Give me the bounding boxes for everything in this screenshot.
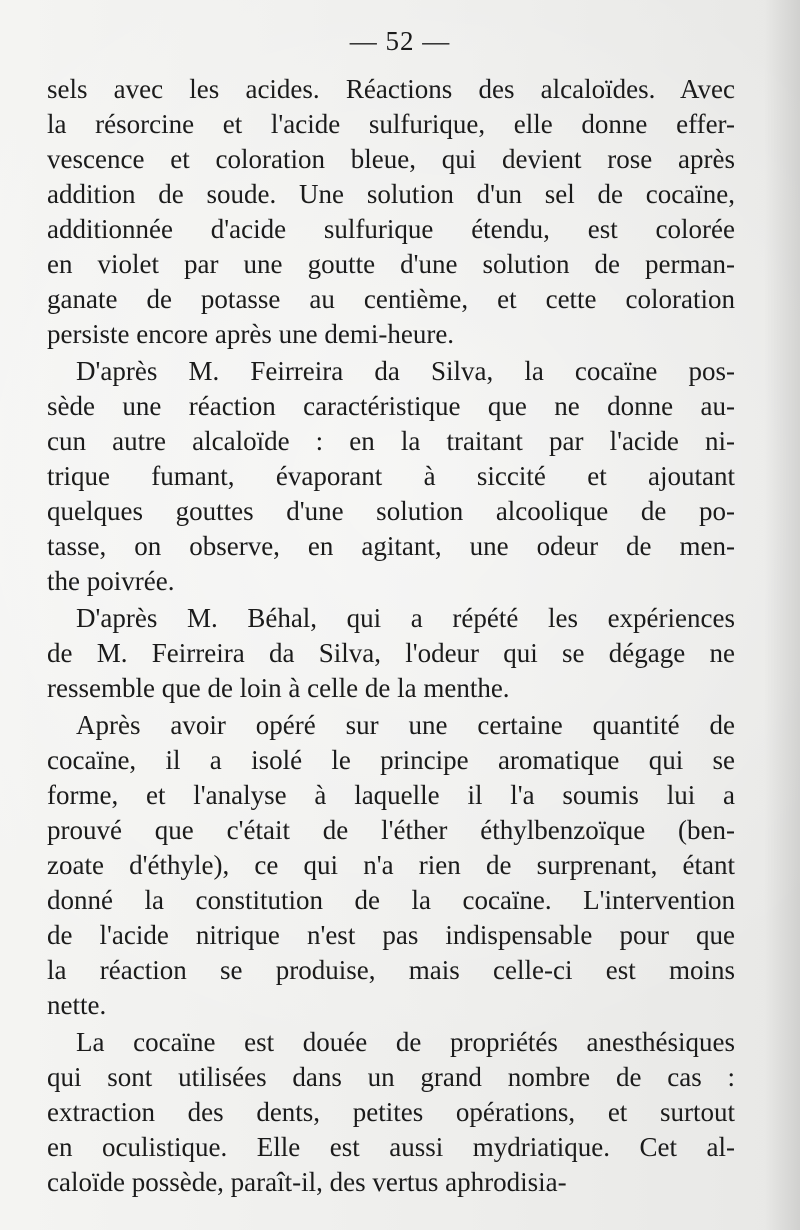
text-line: extraction des dents, petites opérations, et surtout xyxy=(47,1097,735,1127)
text-line: sels avec les acides. Réactions des alcaloïdes. Avec xyxy=(47,74,735,104)
text-line: vescence et coloration bleue, qui devient rose après xyxy=(47,144,735,174)
text-line: en violet par une goutte d'une solution de perman- xyxy=(47,249,735,279)
text-line: caloïde possède, paraît-il, des vertus aphrodisia- xyxy=(47,1167,567,1197)
text-line: trique fumant, évaporant à siccité et ajoutant xyxy=(47,461,735,491)
text-line: la résorcine et l'acide sulfurique, elle donne effer- xyxy=(47,109,735,139)
paragraph-5 xyxy=(47,1025,735,1200)
text-line: additionnée d'acide sulfurique étendu, est colorée xyxy=(47,214,735,244)
text-line: zoate d'éthyle), ce qui n'a rien de surprenant, étant xyxy=(47,850,735,880)
text-line: qui sont utilisées dans un grand nombre de cas : xyxy=(47,1062,735,1092)
text-line: de M. Feirreira da Silva, l'odeur qui se dégage ne xyxy=(47,638,735,668)
text-line: cun autre alcaloïde : en la traitant par l'acide ni- xyxy=(47,426,735,456)
text-line: tasse, on observe, en agitant, une odeur de men- xyxy=(47,531,735,561)
text-line: the poivrée. xyxy=(47,566,175,596)
page-number: — 52 — xyxy=(349,26,451,56)
text-line: en oculistique. Elle est aussi mydriatique. Cet al- xyxy=(47,1132,735,1162)
paragraph-1 xyxy=(47,72,735,352)
text-line: D'après M. Béhal, qui a répété les expériences xyxy=(76,603,735,633)
text-line: D'après M. Feirreira da Silva, la cocaïne pos- xyxy=(76,356,735,386)
text-line: la réaction se produise, mais celle-ci est moins xyxy=(47,955,735,985)
text-line: de l'acide nitrique n'est pas indispensable pour que xyxy=(47,920,735,950)
text-line: prouvé que c'était de l'éther éthylbenzoïque (ben- xyxy=(47,815,735,845)
text-line: Après avoir opéré sur une certaine quantité de xyxy=(76,710,735,740)
page-edge-shadow xyxy=(764,0,800,1230)
text-line: ressemble que de loin à celle de la menthe. xyxy=(47,673,510,703)
text-line: persiste encore après une demi-heure. xyxy=(47,319,455,349)
paragraph-3 xyxy=(47,601,735,706)
text-line: ganate de potasse au centième, et cette coloration xyxy=(47,284,735,314)
text-line: donné la constitution de la cocaïne. L'intervention xyxy=(47,885,735,915)
text-line: forme, et l'analyse à laquelle il l'a soumis lui a xyxy=(47,780,735,810)
text-line: cocaïne, il a isolé le principe aromatique qui se xyxy=(47,745,735,775)
text-line: La cocaïne est douée de propriétés anesthésiques xyxy=(76,1027,735,1057)
paragraph-4 xyxy=(47,708,735,1023)
paragraph-2 xyxy=(47,354,735,599)
body-text xyxy=(47,72,735,1200)
text-line: sède une réaction caractéristique que ne donne au- xyxy=(47,391,735,421)
text-line: addition de soude. Une solution d'un sel de cocaïne, xyxy=(47,179,735,209)
text-line: nette. xyxy=(47,990,107,1020)
text-line: quelques gouttes d'une solution alcoolique de po- xyxy=(47,496,735,526)
